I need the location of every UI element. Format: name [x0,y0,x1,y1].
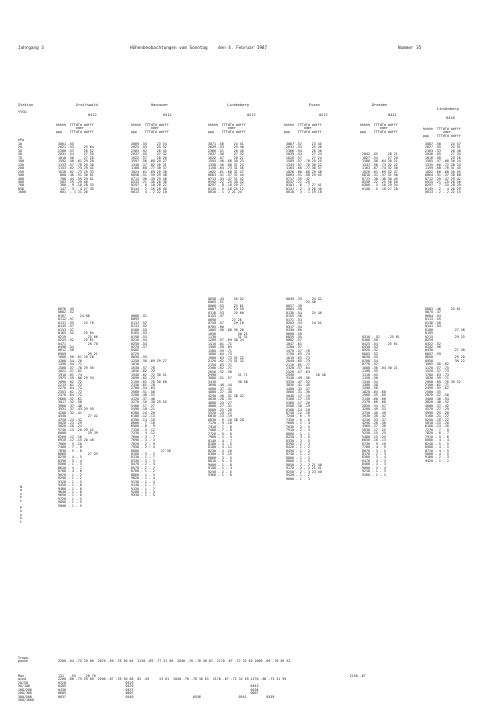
significant-levels-1: 0070 -45 0082 -52 0107 24 68 0112 -57 0131 -55 25 70 0145 -57 0153 -57 0185 -52 25 64 0219 25 66 0225 -52 25 61 0471 26 70 0496 -54 0612 -56 0909 29 21 1006 -56 -61 29 28 1300 -54 -76 1390 -54 -71 1560 -57 -78 29 36 1822 -57 -81 1910 -61 -74 1975 -59 -80 29 34 2090 -62 -72 2215 -61 -72 2270 -64 -72 2353 -62 -72 2370 -64 -72 2860 -52 -61 3017 -52 -58 3860 -37 -48 3931 -37 -43 29 59 4280 -32 -41 4540 27 42 4750 -24 -32 5020 -23 -29 5020 -20 -24 5740 -15 -20 29 42 6000 29 39 6260 -12 -16 6910 -12 -15 28 40 7060 - 5 -10 7480 - 7 - 8 7890 - 5 - 8 8060 27 33 8230 - 4 - 5 8390 - 3 - 4 8560 - 1 - 5 8610 - 4 - 7 8700 - 4 - 6 9070 - 1 - 2 9290 - 1 - 2 9320 - 1 - 5 9450 - 1 - 6 9480 - 1 - 6 9640 - 1 - 6 9650 - 1 - 6 9720 - 1 - 5 9860 - 1 - 5 9900 - 1 - 5 [58,307,98,508]
pressure-level: 300 [18,173,24,178]
pressure-level: 10 [18,142,22,146]
pressure-level: 50 [18,152,22,157]
pressure-level: 100 [18,159,24,164]
significant-levels-3: 0058 -44 26 52 0065 -51 0066 -53 23 61 0087 -57 23 59 0118 -53 25 66 0155 -57 0698 27 26 0758 -57 29 16 0785 -60 1005 -56 -68 30 28 1050 30 21 1130 31 31 1280 -57 -69 30 24 1410 -61 -71 1500 -58 -65 1580 -59 -71 1800 -64 -73 1980 -63 -73 31 32 2120 -62 -73 31 32 2150 -63 -71 2300 -62 -71 2650 -52 -58 2990 31 71 3080 -51 -57 3410 30 58 3690 -40 -44 4000 -37 -41 4080 -37 -38 4290 -30 -31 30 42 4630 -28 -31 4800 -24 -27 4800 -27 -31 5000 -25 -28 5520 -19 -21 6010 -13 -19 6830 - 9 -10 30 28 7170 - 9 -10 7410 - 7 - 8 7480 - 7 - 8 7720 - 5 - 6 7980 - 2 - 4 8140 - 4 - 7 8180 - 3 - 5 8180 - 4 -11 8230 - 4 -10 8380 - 5 -15 8660 - 3 - 5 8810 - 5 - 6 9000 - 1 - 8 9180 - 1 - 4 9250 - 2 - 5 9360 - 1 - 6 [208,297,248,478]
significant-levels-4: 0049 -33 24 42 25 46 0057 -49 0064 -58 0130 -54 24 46 0155 -58 0171 -53 0203 -54 24 51 0317 -54 0350 -60 0606 -59 0859 -55 0882 -57 1047 -61 1200 -57 1570 -57 -70 1750 -63 -74 1810 -63 -73 2040 -65 -73 2110 -65 -77 2320 -57 -64 2520 -57 -63 2940 28 40 3140 -49 -56 3350 -47 -52 3850 -41 -49 4400 -33 -37 4660 -31 -36 5040 -17 -19 5180 -17 -19 5360 -17 -20 5580 -16 -19 6180 -14 -18 6740 -12 -16 7240 - 6 - 9 7350 - 6 - 8 7600 - 1 - 4 7630 - 3 - 5 7910 - 2 - 3 8060 - 1 - 1 8250 - 3 - 5 8330 - 3 - 5 8390 - 2 - 3 8420 - 1 - 2 8450 - 2 - 3 8740 - 1 - 2 8860 - 1 - 3 9000 - 2 - 5 9050 - 2 - 2 21 40 9170 - 2 - 2 21 41 9250 - 2 - 3 23 40 9420 - 1 - 2 9600 - 1 - 3 [286,297,326,481]
significant-levels-2: 0088 -51 0095 0112 -57 0131 -52 0160 -53 0165 -53 0198 -53 0216 -54 0250 -54 0270 -57 0405 0725 0850 -55 1250 -58 -69 29 27 1610 1630 -57 -78 1650 -62 -72 1940 -62 -72 30 51 2090 -62 -72 2150 -61 -76 30 68 2150 -61 -78 2780 -54 -63 2980 -51 -58 3200 -48 -55 4120 -37 -46 5270 -16 -30 29 55 5400 -17 -27 5490 -18 -21 6300 -14 -20 6180 -12 -13 6390 -14 -18 6800 - 7 -10 6900 - 8 - 9 7150 - 5 -12 7230 - 4 -12 7600 - 3 - 7 7690 - 3 - 4 7820 - 2 - 9 7950 - 2 - 4 8080 27 36 8100 - 3 - 5 8130 - 1 - 7 8330 - 3 - 5 8470 - 2 - 4 8570 - 2 - 2 8760 - 1 - 2 8860 - 1 - 5 9020 - 1 - 4 9130 - 1 - 4 9140 - 1 - 7 9150 - 1 - 7 9200 - 1 - 4 9330 - 1 - 5 [131,313,171,498]
column-header: hhhhh TTTdTd ddfff oder ppp TTTdTd ddfff [284,123,322,134]
station-number: 0412 [319,113,328,117]
pressure-level: 850 [18,186,24,191]
hpa-label: hPa [18,138,24,142]
significant-levels-5: 0310 - 52 25 61 0400 -50 0425 -54 25 61 0430 -53 0520 -52 0605 -53 0630 -55 0700 -54 0770 -52 1080 -56 -64 30 21 1100 -55 1110 -55 1150 -56 1340 -54 1380 -58 1500 -58 1820 -64 -68 1960 -59 -65 2140 -60 -66 2370 -60 -68 2850 -54 -57 3200 -49 -53 3750 -40 -49 3930 -38 -42 4250 -33 -37 4290 -28 -30 4560 -27 -30 5030 -17 -25 5250 -15 -25 5480 -15 -25 6050 -10 -13 6730 - 9 -10 7780 - 4 - 9 8070 - 3 - 5 8170 - 2 - 3 8360 - 3 - 4 8470 - 3 - 3 8480 - 3 - 3 9000 - 3 - 4 9210 - 1 - 3 9300 - 2 - 3 [362,334,400,477]
tropopause-row: 2200 -64 -75 29 68 2070 -69 -78 30 64 2120 -69 -77 31 50 2040 -70 -78 30 61 2170 -67 -72 32 49 2000 -69 -76 30 52 [58,659,291,663]
nachtpunkt-vertical-label: N a c h t P u n k t [20,485,22,524]
station-name: Dresden [372,103,388,107]
station-name: Greifswald [76,103,98,107]
column-header: hhhhh TTTdTd ddfff oder ppp TTTdTd ddfff [208,123,246,134]
station-block-dresden: 2042 -55 28 21 1827 -54 27 20 1586 -56 -64 30 21 1341 -56 -73 32 22 1163 -67 -74 32 38 1026 -61 -69 32 47 0810 -51 -57 31 50 0713 -36 -48 30 45 0558 -22 -25 30 50 0300 - 5 -10 29 34 0148 - 5 -18 27 20 [362,152,398,191]
station-name: Hannover [151,103,169,107]
page-title: Höhenbeobachtungen vom Sonntag den 4. Februar 1987 [130,46,268,51]
station-block-essen: 3067 -57 23 45 2631 -53 25 46 2366 -54 26 38 2039 -54 27 24 1826 -57 27 24 1589 -57 -70 29 25 1344 -57 -70 30 22 1164 -68 -77 30 37 1028 -60 -68 29 48 0863 -51 -58 29 45 0717 -35 -42 0557 -21 -25 0301 - 6 - 7 27 41 0147 - 2 - 4 28 40 0018 3 - 1 19 18 [286,142,322,195]
station-block-lindenberg-2: 3087 -58 24 57 2627 -55 25 51 2363 -53 26 48 2036 -55 27 34 1816 -58 29 26 1585 -57 -68 30 24 1335 -60 -72 30 33 1159 -68 -76 31 45 1022 -60 -68 30 55 0864 -51 -57 30 60 0712 -39 -47 29 42 0555 -21 -25 28 40 0297 - 7 -15 28 29 0145 - 2 - 4 26 29 0013 - 2 - 2 22 15 [425,142,461,195]
tropopause-label: Tropo- pause [18,656,30,664]
station-label: Station [18,103,34,107]
station-block-lindenberg: 3071 -56 24 51 2629 -53 25 48 2366 -51 26 40 2037 -58 27 32 1822 -57 28 27 1595 -56 -68 30 23 1338 -56 -68 31 24 1158 -64 -73 31 36 1022 -61 -68 31 47 0863 -51 -57 31 44 0713 -34 -47 31 42 0552 -22 -25 30 32 0297 - 8 -10 29 27 0145 - 5 -18 25 12 0016 - 1 2 21 24 [208,142,244,195]
pressure-level: 1000 [18,190,26,195]
column-header: hhhhh TTTdTd ddfff oder ppp TTTdTd ddfff [131,123,169,134]
station-name: Essen [309,103,320,107]
station-number: 0412 [247,113,256,117]
station-number: 0412 [388,113,397,117]
station-name: Lindenberg [437,107,459,111]
station-block-greifswald: 3061 -55 2621 -53 25 64 2380 -53 26 52 2031 -54 27 55 1818 -58 27 26 1592 -56 -61 29 28 1333 -57 -78 29 38 1153 -62 -73 29 41 1018 -62 -73 29 33 860 -46 -51 30 61 708 -44 -59 29 61 583 -29 -29 48 300 - 9 -10 28 33 147 - 3 - 4 27 35 001 - 1 21 26 [58,142,94,195]
significant-levels-6: 0083 -46 24 61 0075 -47 0084 -54 0113 -55 0136 -58 0141 -54 0180 27 48 0195 0215 29 25 0259 0322 -52 0342 -56 0430 27 48 0697 -59 0850 29 20 0950 30 22 1005 -56 -62 1170 -57 -75 1520 -57 -73 1780 -63 -73 1830 -59 -71 2000 -69 -76 30 52 2100 -61 -71 2490 -55 -62 2500 -55 2870 -52 -58 3400 -46 -54 3820 -46 -52 4000 -37 -42 4570 -27 -29 4990 -25 -28 5100 -21 -22 5250 -18 -22 5810 -15 -20 6100 -13 -16 7270 - 7 - 8 7820 - 6 - 7 7910 - 5 - 6 8080 - 4 - 4 8240 - 5 - 5 8580 - 4 - 5 8710 - 4 - 5 9000 - 4 - 5 9160 - 2 - 3 9420 - 1 - 2 [425,307,465,463]
maxwind-rows: 131 -55 26 70 2150 -67 2200 -66 -75 29 69 2100 -67 -78 30 68 82 -55 23 61 2040 -70 -78 30 61 2170 -67 -72 32 49 2170 -68 -73 31 59 0328 0329 0409 0429 0443 0430 0437 0436 0605 0607 0607 0637 0540 0536 0541 0539 [58,674,366,699]
pressure-level: 400 [18,176,24,181]
pressure-level: 30 [18,148,22,153]
issue-number: Nummer 35 [398,46,422,51]
maxwind-label: Max- wind 20/50 50/100 100/200 200/300 300/500 500/1000 [18,674,34,703]
station-name: Lindenberg [227,103,249,107]
station-number: 0418 [446,116,455,120]
yyggi-label: YYGG [18,110,27,114]
pressure-level: 700 [18,183,24,188]
pressure-level: 150 [18,162,24,167]
pressure-level: 70 [18,155,22,160]
column-header: hhhhh TTTdTd ddfff oder ppp TTTdTd ddfff [360,123,398,134]
column-header: hhhhh TTTdTd ddfff oder ppp TTTdTd ddfff [423,127,461,138]
pressure-level: 500 [18,179,24,184]
pressure-levels [18,143,26,195]
pressure-level: 20 [18,145,22,150]
column-header: hhhhh TTTdTd ddfff oder ppp TTTdTd ddfff [56,123,94,134]
station-number: 0412 [163,113,172,117]
station-number: 0412 [88,113,97,117]
pressure-level: 250 [18,169,24,174]
station-block-hannover: 3069 -55 23 54 2625 -55 25 52 2365 -52 26 45 2037 -55 27 32 1822 -57 28 20 1597 -56 -68 29 27 1340 -57 -82 30 31 1160 -68 -77 30 37 1024 -61 -69 29 36 0858 -51 -59 29 48 0714 -36 -49 29 46 0533 -21 -30 28 38 0297 - 6 -10 28 27 0144 - 2 -10 28 40 0013 4 - 2 22 18 [131,142,167,195]
pressure-level: 200 [18,166,24,171]
volume-label: Jahrgang 3 [18,46,44,51]
